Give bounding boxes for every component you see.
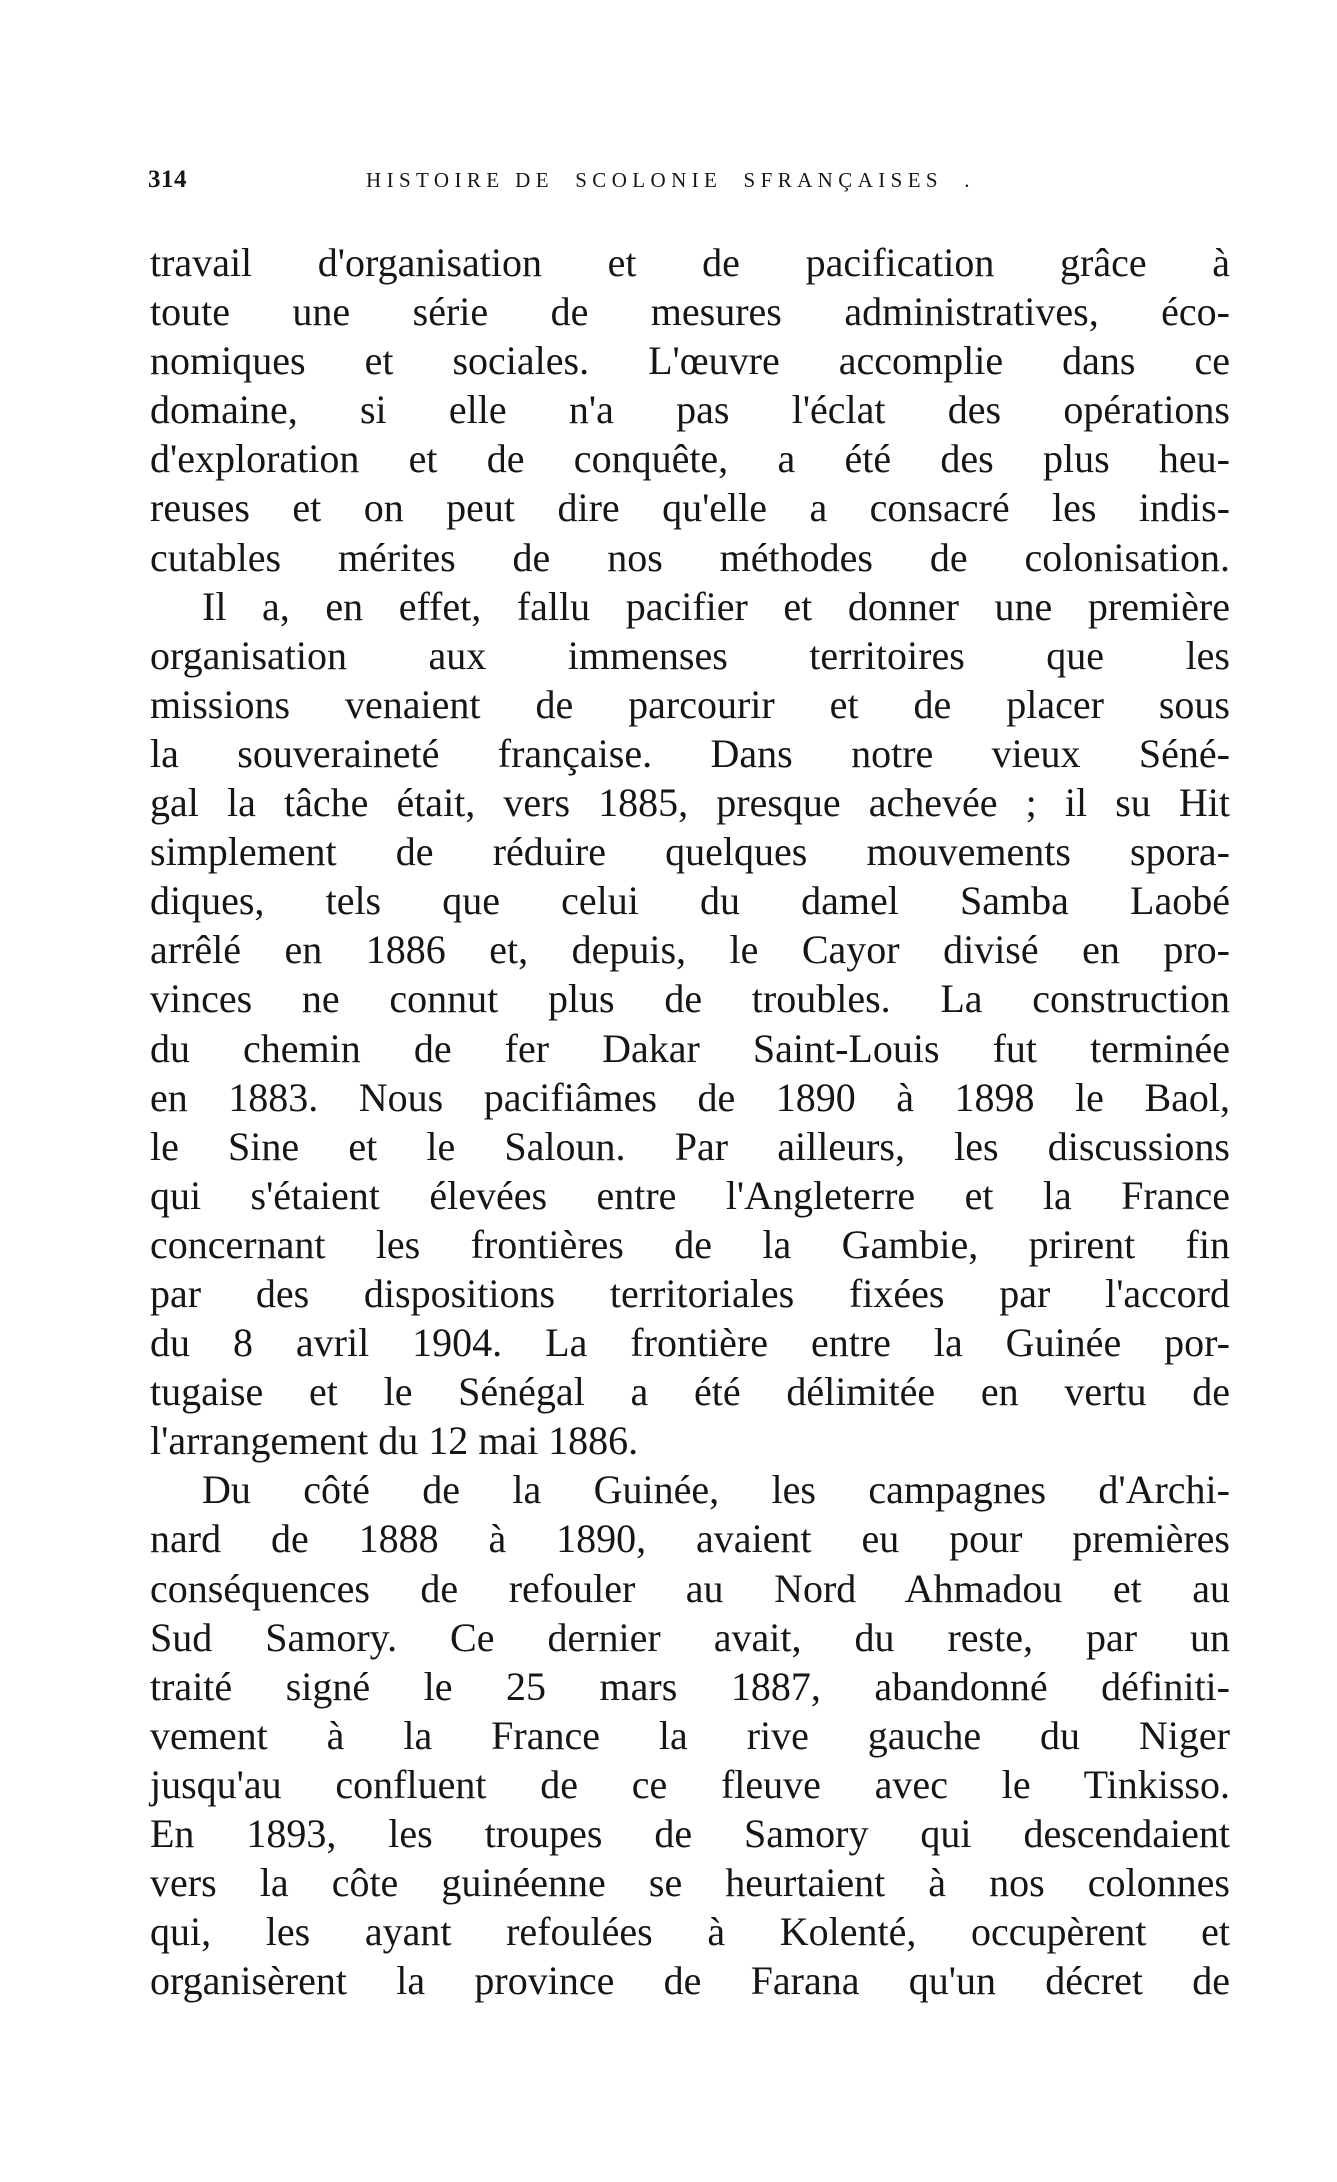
text-line: travail d'organisation et de pacification grâce à: [150, 240, 1230, 285]
text-line: vers la côte guinéenne se heurtaient à nos colonnes: [150, 1860, 1230, 1906]
text-line: Sud Samory. Ce dernier avait, du reste, par un: [150, 1614, 1230, 1660]
text-line: qui s'étaient élevées entre l'Angleterre et la France: [150, 1172, 1230, 1218]
text-line: gal la tâche était, vers 1885, presque achevée ; il su Hit: [150, 780, 1230, 826]
text-line: traité signé le 25 mars 1887, abandonné définiti-: [150, 1663, 1230, 1709]
running-head: [148, 166, 1228, 206]
body-text: [150, 238, 1230, 2005]
text-line: organisation aux immenses territoires que les: [150, 632, 1230, 678]
text-line: domaine, si elle n'a pas l'éclat des opérations: [150, 387, 1230, 433]
text-line: conséquences de refouler au Nord Ahmadou et au: [150, 1565, 1230, 1611]
text-line: le Sine et le Saloun. Par ailleurs, les discussions: [150, 1123, 1230, 1169]
paragraph-start-line: Du côté de la Guinée, les campagnes d'Archi-: [202, 1467, 1230, 1513]
text-line: la souveraineté française. Dans notre vieux Séné-: [150, 730, 1230, 776]
text-line: qui, les ayant refoulées à Kolenté, occupèrent et: [150, 1909, 1230, 1955]
text-line: jusqu'au confluent de ce fleuve avec le Tinkisso.: [150, 1761, 1230, 1807]
text-line: organisèrent la province de Farana qu'un décret de: [150, 1958, 1230, 2004]
text-line: tugaise et le Sénégal a été délimitée en vertu de: [150, 1369, 1230, 1415]
text-line: concernant les frontières de la Gambie, prirent fin: [150, 1221, 1230, 1267]
text-line: du 8 avril 1904. La frontière entre la Guinée por-: [150, 1320, 1230, 1366]
text-line: missions venaient de parcourir et de placer sous: [150, 681, 1230, 727]
page-number: 314: [148, 166, 187, 193]
text-line: diques, tels que celui du damel Samba Laobé: [150, 878, 1230, 924]
text-line: en 1883. Nous pacifiâmes de 1890 à 1898 le Baol,: [150, 1074, 1230, 1120]
running-head-title: HISTOIRE DE SCOLONIE SFRANÇAISES .: [366, 168, 975, 192]
text-line: simplement de réduire quelques mouvements spora-: [150, 829, 1230, 875]
text-line: cutables mérites de nos méthodes de colonisation.: [150, 534, 1230, 580]
text-line: d'exploration et de conquête, a été des plus heu-: [150, 436, 1230, 482]
text-line: En 1893, les troupes de Samory qui descendaient: [150, 1811, 1230, 1856]
paragraph-start-line: Il a, en effet, fallu pacifier et donner une première: [202, 583, 1230, 629]
text-line: nomiques et sociales. L'œuvre accomplie dans ce: [150, 338, 1230, 384]
text-line: du chemin de fer Dakar Saint-Louis fut terminée: [150, 1025, 1230, 1071]
paragraph-end-line: l'arrangement du 12 mai 1886.: [150, 1418, 639, 1464]
text-line: nard de 1888 à 1890, avaient eu pour premières: [150, 1516, 1230, 1562]
text-line: vinces ne connut plus de troubles. La construction: [150, 976, 1230, 1022]
text-line: toute une série de mesures administratives, éco-: [150, 289, 1230, 335]
text-line: reuses et on peut dire qu'elle a consacré les indis-: [150, 485, 1230, 531]
text-line: par des dispositions territoriales fixées par l'accord: [150, 1270, 1230, 1316]
text-line: arrêlé en 1886 et, depuis, le Cayor divisé en pro-: [150, 927, 1230, 973]
text-line: vement à la France la rive gauche du Niger: [150, 1712, 1230, 1758]
